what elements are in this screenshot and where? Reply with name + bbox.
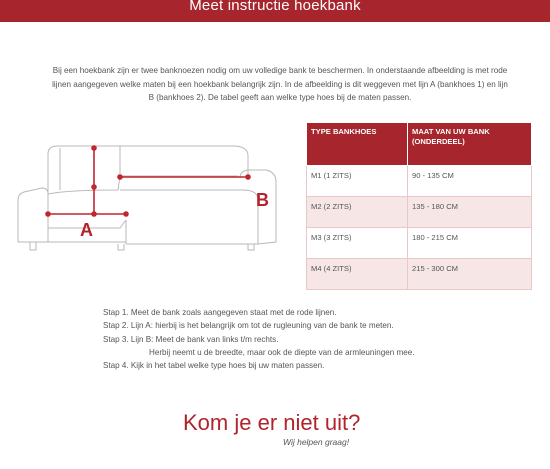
table-cell-size: 90 - 135 CM <box>408 166 532 197</box>
page-title: Meet instructie hoekbank <box>189 0 361 14</box>
table-row <box>307 259 532 290</box>
help-subtitle: Wij helpen graag! <box>283 437 350 447</box>
step-3-detail: Herbij neemt u de breedte, maar ook de diepte van de armleuningen mee. <box>149 347 415 357</box>
step-2: Stap 2. Lijn A: hierbij is het belangrijk om tot de rugleuning van de bank te meten. <box>103 321 394 331</box>
step-4: Stap 4. Kijk in het tabel welke type hoes bij uw maten passen. <box>103 361 325 371</box>
line-b-label: B <box>256 190 269 210</box>
step-3: Stap 3. Lijn B: Meet de bank van links t/m rechts. <box>103 334 279 344</box>
table-cell-type: M2 (2 ZITS) <box>307 197 408 228</box>
size-table <box>306 122 532 290</box>
step-1: Stap 1. Meet de bank zoals aangegeven staat met de rode lijnen. <box>103 308 337 317</box>
instruction-steps <box>103 306 414 372</box>
help-heading: Kom je er niet uit? <box>183 410 361 435</box>
table-row <box>307 228 532 259</box>
table-row <box>307 166 532 197</box>
column-header-type: TYPE BANKHOES <box>307 123 408 166</box>
intro-text: Bij een hoekbank zijn er twee banknoezen nodig om uw volledige bank te beschermen. In onderstaande afbeelding is met rode lijnen aangegeven welke maten bij een hoekbank belangrijk zijn. In de afbeelding is dit weggeven met lijn A (bankhoes 1) en lijn B (bankhoes 2). De tabel geeft aan welke type hoes bij de maten passen. <box>52 66 508 102</box>
corner-sofa-drawing <box>8 132 283 262</box>
table-cell-type: M1 (1 ZITS) <box>307 166 408 197</box>
table-cell-size: 135 - 180 CM <box>408 197 532 228</box>
column-header-size: MAAT VAN UW BANK (ONDERDEEL) <box>408 123 532 166</box>
table-header-row <box>307 123 532 166</box>
corner-sofa-illustration <box>8 132 283 262</box>
table-cell-type: M4 (4 ZITS) <box>307 259 408 290</box>
header-banner <box>0 0 550 22</box>
table-cell-type: M3 (3 ZITS) <box>307 228 408 259</box>
line-a-label: A <box>80 220 93 240</box>
table-cell-size: 215 - 300 CM <box>408 259 532 290</box>
table-cell-size: 180 - 215 CM <box>408 228 532 259</box>
table-row <box>307 197 532 228</box>
